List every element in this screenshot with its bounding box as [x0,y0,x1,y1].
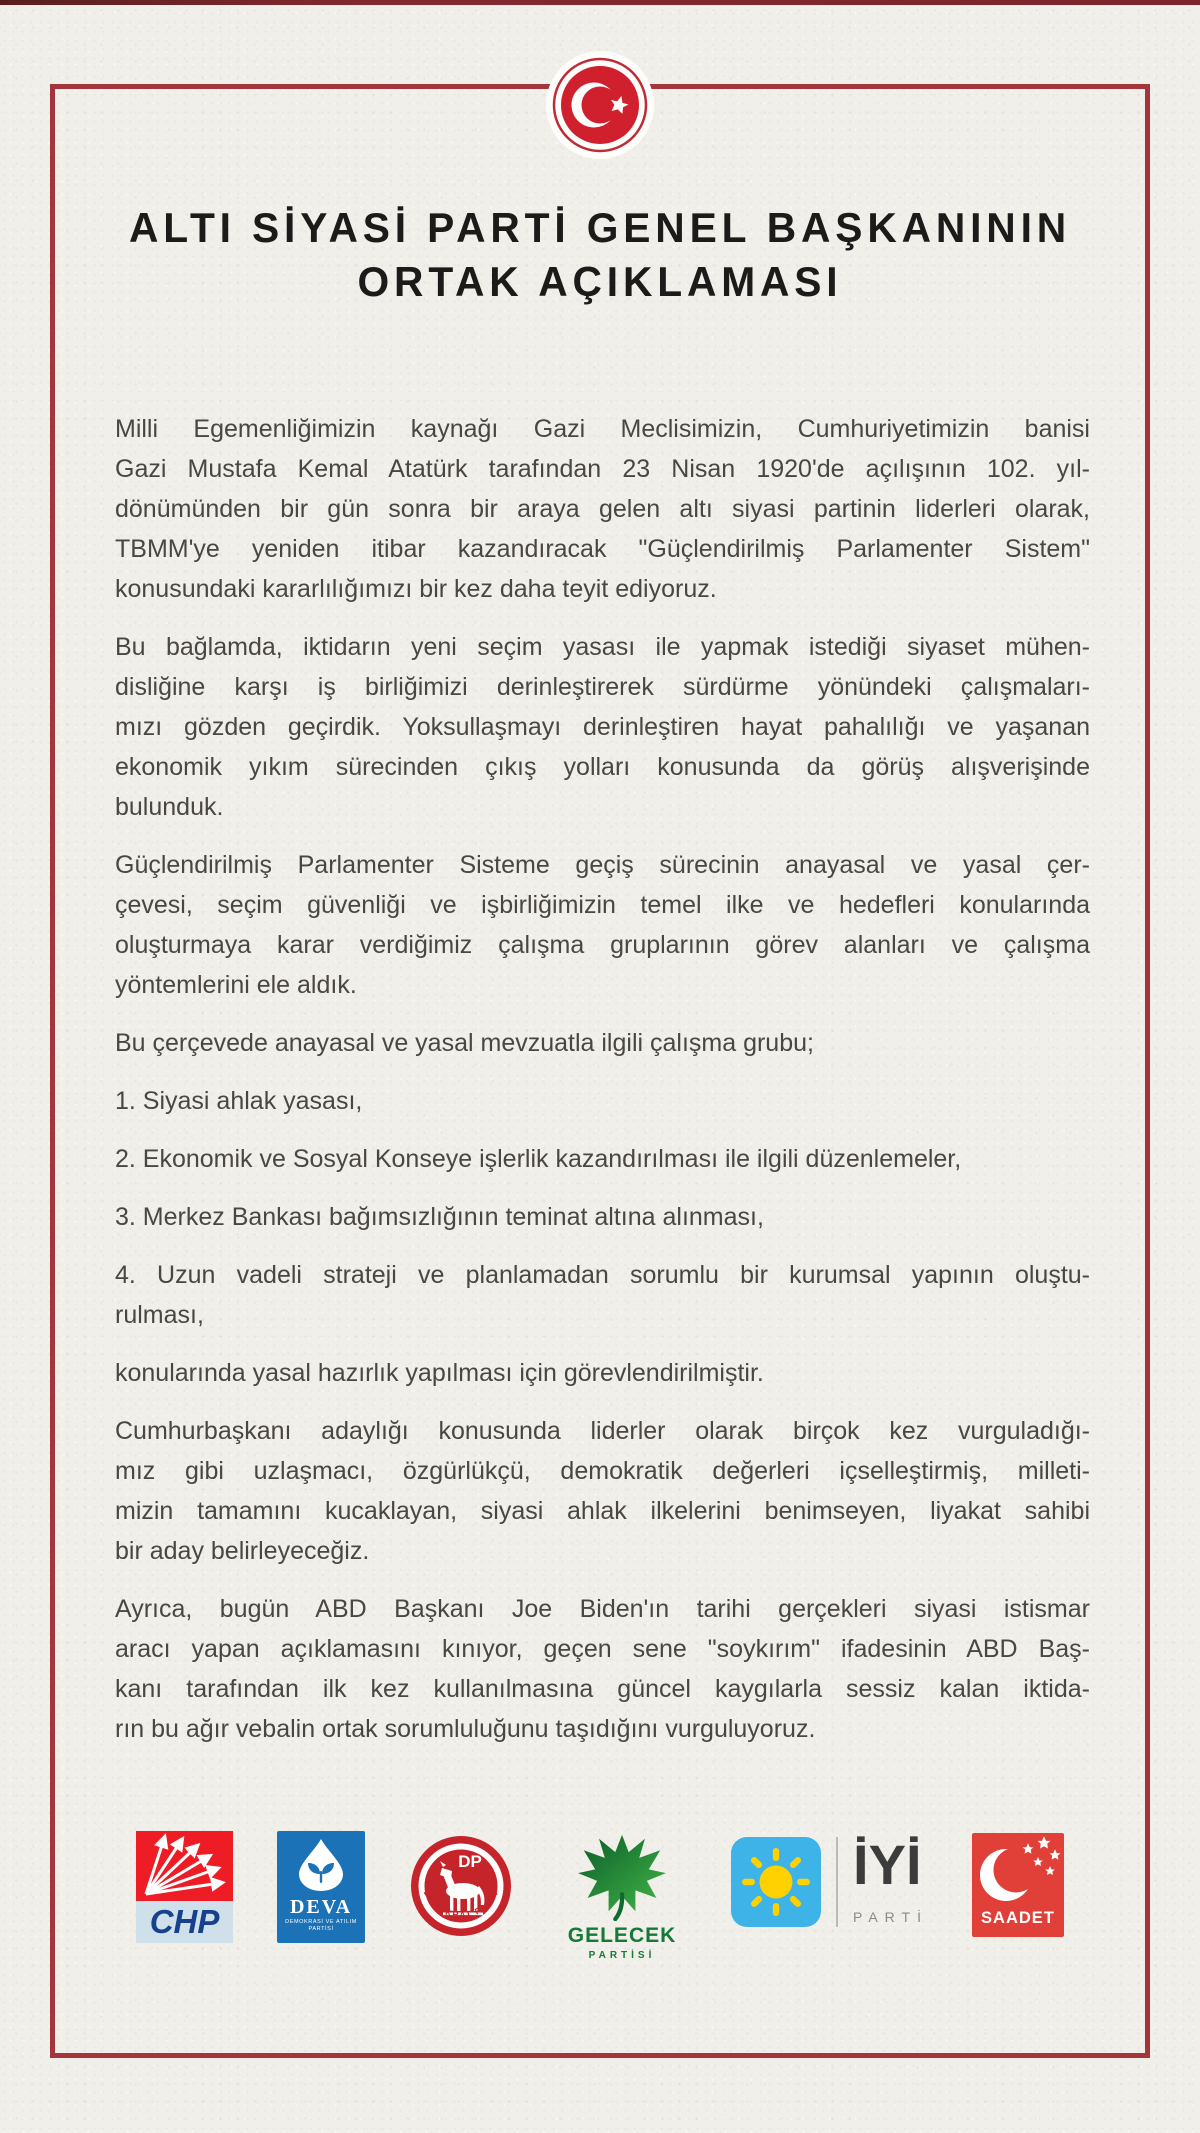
paragraph [115,1255,1090,1335]
party-logos-row [55,1831,1145,1961]
turkish-flag-roundel-icon [546,51,654,159]
paragraph [115,1353,1090,1393]
top-edge-strip [0,0,1200,5]
red-frame [50,84,1150,2058]
paragraph [115,1197,1090,1237]
dp-logo [409,1834,513,1943]
paragraph-line: 4. Uzun vadeli strateji ve planlamadan sorumlu bir kurumsal yapının oluştu- [115,1261,1090,1289]
paragraph [115,627,1090,827]
paragraph-line: yöntemlerini ele aldık. [115,971,357,999]
paragraph [115,1081,1090,1121]
paragraph-line: disliğine karşı iş birliğimizi derinleştirerek sürdürme yönündeki çalışmaları- [115,673,1090,701]
paragraph-line: Milli Egemenliğimizin kaynağı Gazi Meclisimizin, Cumhuriyetimizin banisi [115,415,1090,443]
paragraph-line: Ayrıca, bugün ABD Başkanı Joe Biden'ın tarihi gerçekleri siyasi istismar [115,1595,1090,1623]
paragraph-line: çevesi, seçim güvenliği ve işbirliğimizin temel ilke ve hedefleri konularında [115,891,1090,919]
paragraph-line: kanı tarafından ilk kez kullanılmasına güncel kaygılarla sessiz kalan iktida- [115,1675,1090,1703]
deva-subtitle-line2: PARTİSİ [308,1926,334,1932]
gelecek-label: GELECEK [567,1924,677,1947]
paragraph-line: mız gibi uzlaşmacı, özgürlükçü, demokratik değerleri içselleştirmiş, milleti- [115,1457,1090,1485]
statement-body [115,409,1090,1749]
paragraph-line: rın bu ağır vebalin ortak sorumluluğunu taşıdığını vurguluyoruz. [115,1715,816,1743]
paragraph-line: mizin tamamını kucaklayan, siyasi ahlak ilkelerini benimseyen, liyakat sahibi [115,1497,1090,1525]
paragraph-line: aracı yapan açıklamasını kınıyor, geçen sene "soykırım" ifadesinin ABD Baş- [115,1635,1090,1663]
paragraph-line: konusundaki kararlılığımızı bir kez daha teyit ediyoruz. [115,575,717,603]
gelecek-subtitle: PARTİSİ [588,1950,656,1961]
iyi-logo [731,1833,928,1927]
iyi-label: İYİ [853,1833,922,1896]
paragraph [115,1589,1090,1749]
gelecek-leaf-icon [574,1833,670,1921]
dp-horse-icon [409,1834,513,1938]
gelecek-logo [557,1833,687,1961]
paragraph-line: Güçlendirilmiş Parlamenter Sisteme geçiş sürecinin anayasal ve yasal çer- [115,851,1090,879]
dp-label: DP [458,1852,482,1871]
chp-label: CHP [149,1903,220,1940]
dp-subtitle: DEMOKRAT PARTİ [421,1888,501,1920]
paragraph-line: dönümünden bir gün sonra bir araya gelen altı siyasi partinin liderleri olarak, [115,495,1090,523]
paragraph [115,409,1090,609]
saadet-logo [972,1833,1064,1937]
paragraph-line: Bu çerçevede anayasal ve yasal mevzuatla ilgili çalışma grubu; [115,1029,814,1057]
statement-title-line1: ALTI SİYASİ PARTİ GENEL BAŞKANININ [128,204,1072,251]
paragraph-line: bulunduk. [115,793,224,821]
paragraph-line: Cumhurbaşkanı adaylığı konusunda liderler olarak birçok kez vurguladığı- [115,1417,1090,1445]
paragraph-line: Bu bağlamda, iktidarın yeni seçim yasası ile yapmak istediği siyaset mühen- [115,633,1090,661]
saadet-label: SAADET [981,1909,1055,1927]
paragraph [115,1023,1090,1063]
paragraph [115,845,1090,1005]
paragraph-line: rulması, [115,1301,204,1329]
paragraph-line: 1. Siyasi ahlak yasası, [115,1087,363,1115]
deva-drop-icon [299,1838,343,1892]
saadet-crescent-stars-icon [972,1833,1064,1911]
turkish-flag-icon [546,51,654,159]
iyi-subtitle: PARTİ [853,1909,928,1925]
statement-title-line2: ORTAK AÇIKLAMASI [357,258,843,305]
paragraph-line: Gazi Mustafa Kemal Atatürk tarafından 23 Nisan 1920'de açılışının 102. yıl- [115,455,1090,483]
paragraph-line: TBMM'ye yeniden itibar kazandıracak "Güçlendirilmiş Parlamenter Sistem" [115,535,1090,563]
chp-logo [136,1831,233,1943]
paragraph-line: bir aday belirleyeceğiz. [115,1537,370,1565]
deva-label: DEVA [289,1896,353,1918]
paragraph-line: ekonomik yıkım sürecinden çıkış yolları konusunda da görüş alışverişinde [115,753,1090,781]
iyi-sun-icon [731,1837,821,1927]
deva-logo [277,1831,365,1943]
paragraph-line: oluşturmaya karar verdiğimiz çalışma gruplarının görev alanları ve çalışma [115,931,1090,959]
paragraph-line: konularında yasal hazırlık yapılması için görevlendirilmiştir. [115,1359,764,1387]
chp-six-arrows-icon [136,1831,233,1901]
paragraph-line: 2. Ekonomik ve Sosyal Konseye işlerlik kazandırılması ile ilgili düzenlemeler, [115,1145,962,1173]
paragraph-line: 3. Merkez Bankası bağımsızlığının teminat altına alınması, [115,1203,764,1231]
paragraph [115,1139,1090,1179]
paragraph [115,1411,1090,1571]
paragraph-line: mızı gözden geçirdik. Yoksullaşmayı derinleştiren hayat pahalılığı ve yaşanan [115,713,1090,741]
deva-subtitle-line1: DEMOKRASİ VE ATILIM [285,1919,357,1925]
iyi-divider [836,1837,838,1927]
